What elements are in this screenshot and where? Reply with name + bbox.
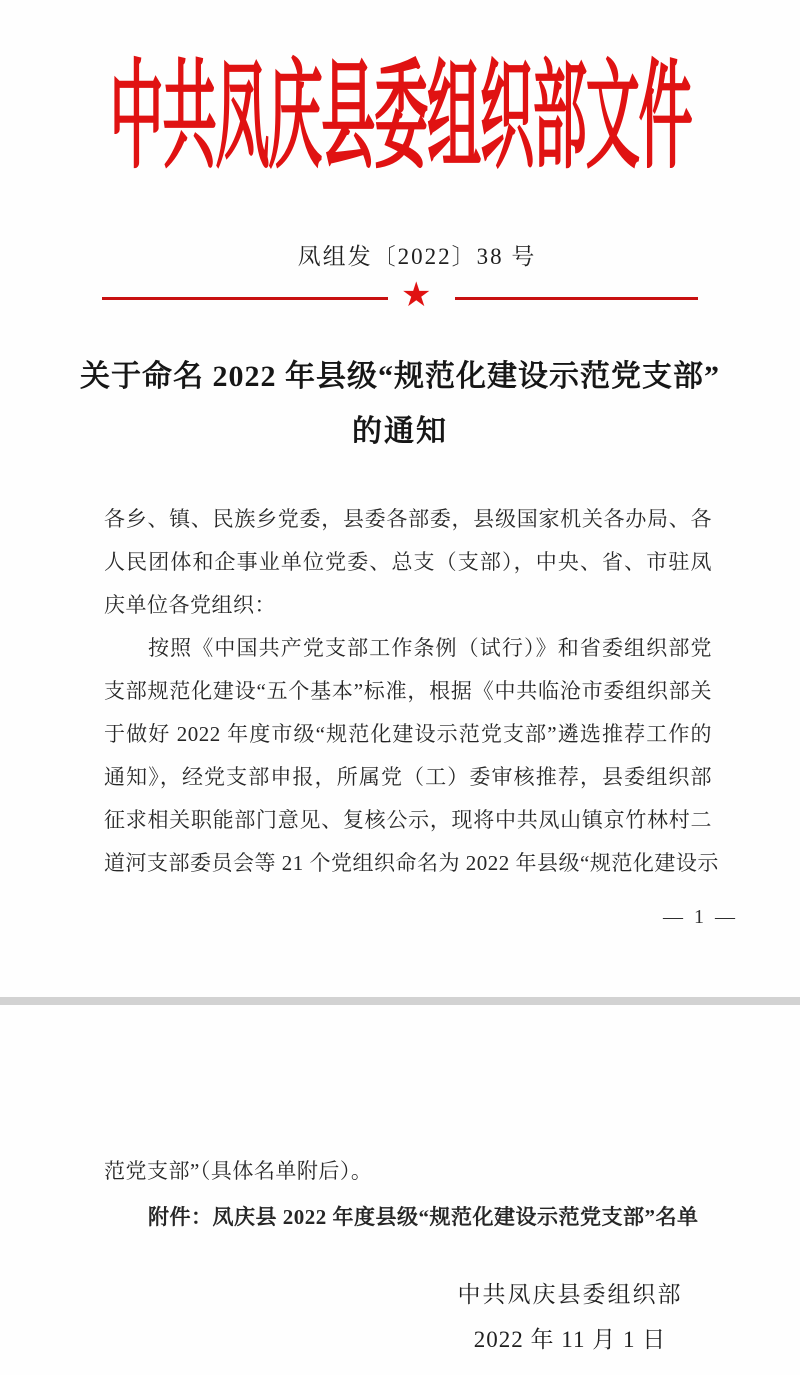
- attachment-line: 附件：凤庆县 2022 年度县级“规范化建设示范党支部”名单: [148, 1205, 699, 1229]
- page-break-divider: [0, 997, 800, 1005]
- body-line: 庆单位各党组织：: [104, 593, 276, 617]
- body-line: 支部规范化建设“五个基本”标准，根据《中共临沧市委组织部关: [104, 679, 712, 703]
- letterhead-title: 中共凤庆县委组织部文件: [109, 52, 691, 184]
- document-title: [0, 356, 800, 452]
- document-title-line2: 的通知: [352, 415, 448, 448]
- body-text-page2: [104, 1150, 712, 1239]
- body-line: 按照《中国共产党支部工作条例（试行）》和省委组织部党: [148, 636, 712, 660]
- body-line: 人民团体和企事业单位党委、总支（支部），中央、省、市驻凤: [104, 550, 712, 574]
- red-star-icon: ★: [401, 275, 432, 315]
- signature-block: [440, 1280, 700, 1354]
- document-number: 凤组发〔2022〕38 号: [297, 244, 537, 269]
- letterhead: [0, 48, 800, 188]
- page-number: — 1 —: [663, 906, 738, 928]
- issue-date: 2022 年 11 月 1 日: [473, 1327, 667, 1352]
- red-rule-left: [102, 297, 388, 300]
- body-line: 征求相关职能部门意见、复核公示，现将中共凤山镇京竹林村二: [104, 808, 712, 832]
- body-line: 范党支部”（具体名单附后）。: [104, 1159, 373, 1183]
- body-line: 道河支部委员会等 21 个党组织命名为 2022 年县级“规范化建设示: [104, 851, 719, 875]
- document-title-line1: 关于命名 2022 年县级“规范化建设示范党支部”: [80, 360, 720, 393]
- body-text-page1: [104, 498, 719, 885]
- issuing-authority: 中共凤庆县委组织部: [457, 1282, 683, 1307]
- body-line: 于做好 2022 年度市级“规范化建设示范党支部”遴选推荐工作的: [104, 722, 712, 746]
- body-line: 通知》，经党支部申报，所属党（工）委审核推荐，县委组织部: [104, 765, 712, 789]
- red-rule-right: [455, 297, 698, 300]
- body-line: 各乡、镇、民族乡党委，县委各部委，县级国家机关各办局、各: [104, 507, 712, 531]
